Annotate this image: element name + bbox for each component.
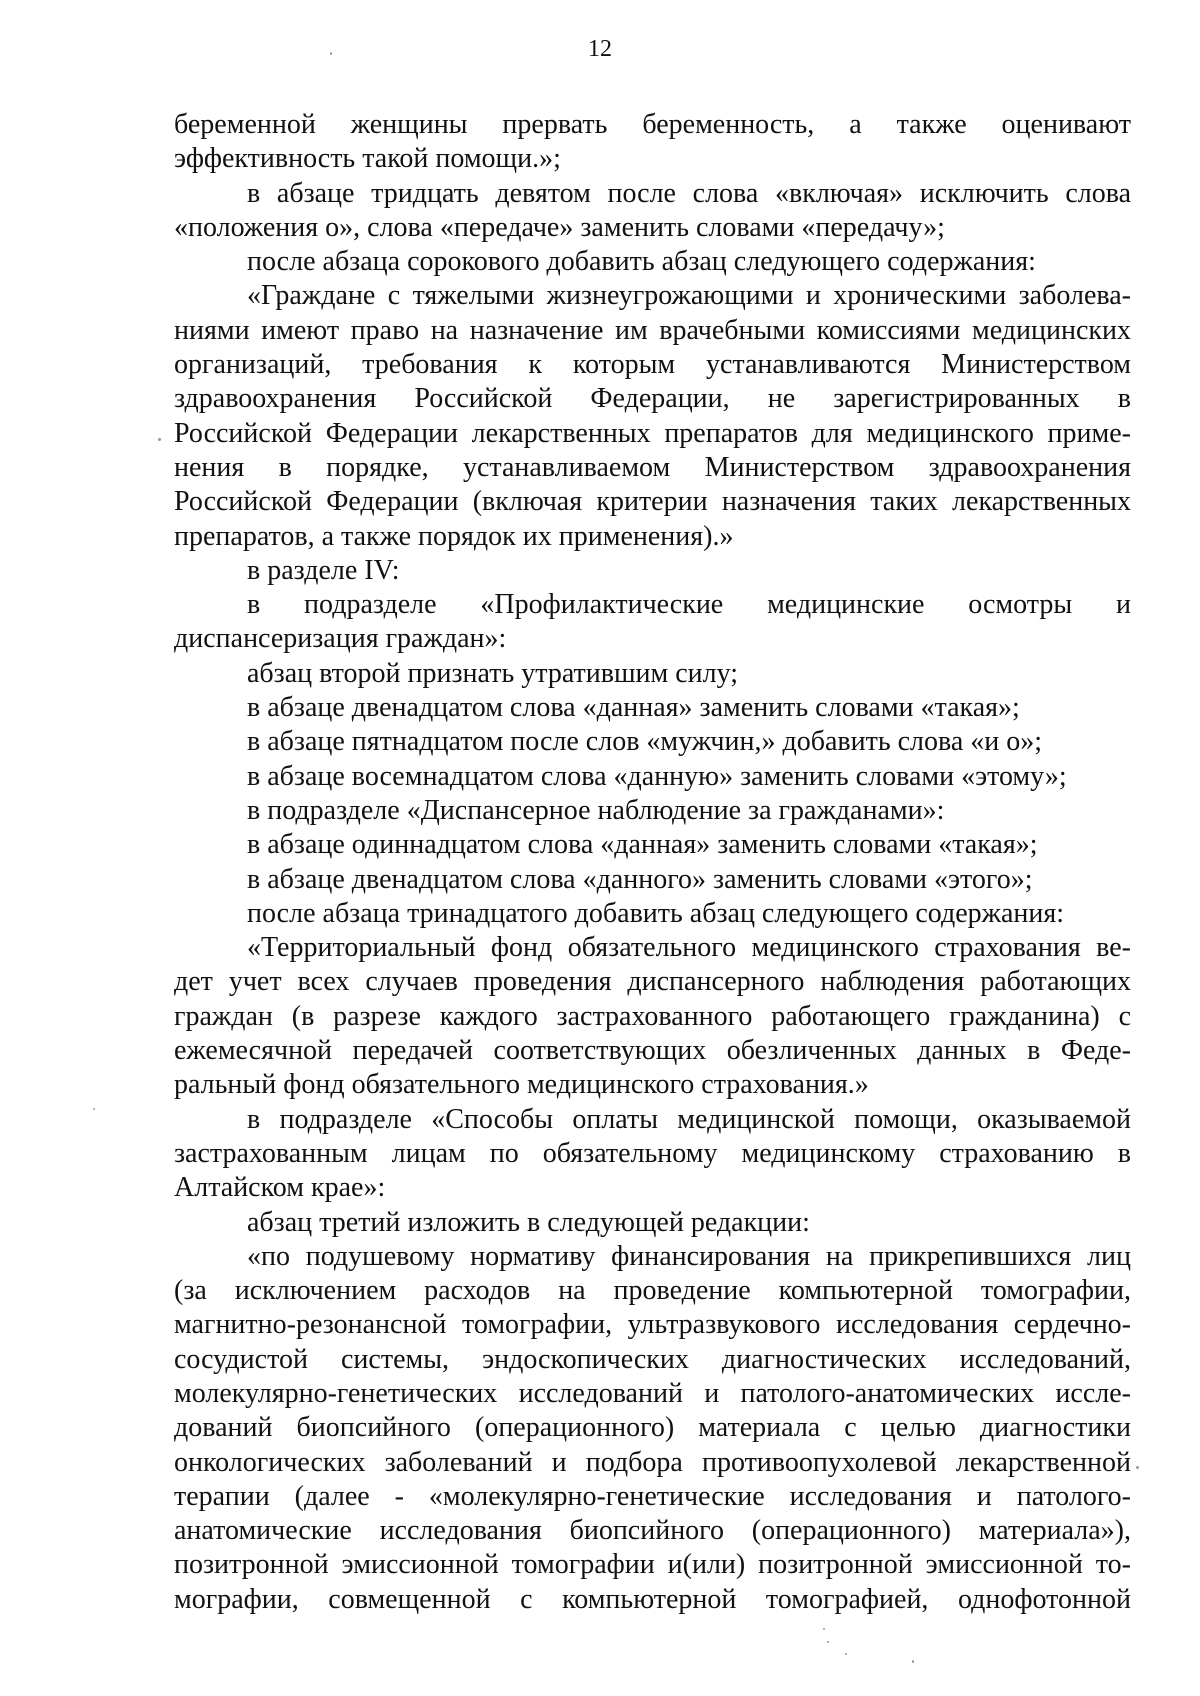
text-line: «Граждане с тяжелыми жизнеугрожающими и хроническими заболева- (247, 280, 1131, 312)
text-line: «по подушевому нормативу финансирования на прикрепившихся лиц (247, 1240, 1131, 1272)
text-line: организаций, требования к которым устанавливаются Министерством (174, 349, 1131, 381)
paragraph (174, 1103, 1131, 1206)
paragraph (174, 794, 1131, 828)
text-line: Алтайском крае»: (174, 1172, 386, 1204)
scan-speck (827, 1641, 829, 1643)
paragraph (174, 760, 1131, 794)
text-line: (за исключением расходов на проведение компьютерной томографии, (174, 1275, 1131, 1307)
paragraph (174, 245, 1131, 279)
text-line: абзац второй признать утратившим силу; (247, 657, 739, 689)
text-line: анатомические исследования биопсийного (операционного) материала»), (174, 1515, 1131, 1547)
text-line: в разделе IV: (247, 554, 400, 586)
text-line: эффективность такой помощи.»; (174, 143, 561, 175)
paragraph (174, 108, 1131, 177)
text-line: «положения о», слова «передаче» заменить словами «передачу»; (174, 211, 945, 243)
text-line: застрахованным лицам по обязательному медицинскому страхованию в (174, 1137, 1131, 1169)
text-line: магнитно-резонансной томографии, ультразвукового исследования сердечно- (174, 1309, 1131, 1341)
text-line: дет учет всех случаев проведения диспансерного наблюдения работающих (174, 966, 1131, 998)
text-line: после абзаца тринадцатого добавить абзац следующего содержания: (247, 897, 1065, 929)
text-line: в подразделе «Профилактические медицинские осмотры и (247, 589, 1131, 621)
text-line: в абзаце восемнадцатом слова «данную» заменить словами «этому»; (247, 760, 1067, 792)
scan-speck (823, 1628, 825, 1630)
text-line: в абзаце двенадцатом слова «данная» заменить словами «такая»; (247, 692, 1020, 724)
paragraph (174, 931, 1131, 1102)
text-line: здравоохранения Российской Федерации, не зарегистрированных в (174, 383, 1131, 415)
text-line: в подразделе «Диспансерное наблюдение за гражданами»: (247, 794, 945, 826)
paragraph (174, 828, 1131, 862)
text-line: граждан (в разрезе каждого застрахованного работающего гражданина) с (174, 1000, 1131, 1032)
text-line: препаратов, а также порядок их применения).» (174, 520, 734, 552)
text-line: беременной женщины прервать беременность, а также оценивают (174, 109, 1131, 140)
paragraph (174, 1206, 1131, 1240)
text-line: позитронной эмиссионной томографии и(или) позитронной эмиссионной то- (174, 1549, 1131, 1581)
page-number: 12 (588, 36, 612, 62)
text-line: диспансеризация граждан»: (174, 623, 507, 655)
scan-speck (1136, 1466, 1139, 1469)
text-line: ежемесячной передачей соответствующих обезличенных данных в Феде- (174, 1035, 1131, 1067)
paragraph (174, 657, 1131, 691)
paragraph (174, 554, 1131, 588)
scan-speck (93, 1108, 95, 1110)
text-line: Российской Федерации (включая критерии назначения таких лекарственных (174, 486, 1131, 518)
text-line: ниями имеют право на назначение им врачебными комиссиями медицинских (174, 314, 1131, 346)
paragraph (174, 279, 1131, 553)
text-line: нения в порядке, устанавливаемом Министерством здравоохранения (174, 451, 1131, 483)
text-line: «Территориальный фонд обязательного медицинского страхования ве- (247, 932, 1131, 964)
paragraph (174, 725, 1131, 759)
text-line: терапии (далее - «молекулярно-генетические исследования и патолого- (174, 1480, 1131, 1512)
paragraph (174, 863, 1131, 897)
text-line: мографии, совмещенной с компьютерной томографией, однофотонной (174, 1583, 1131, 1615)
scan-speck (330, 52, 332, 55)
text-line: в абзаце одиннадцатом слова «данная» заменить словами «такая»; (247, 829, 1038, 861)
text-line: ральный фонд обязательного медицинского страхования.» (174, 1069, 869, 1101)
text-line: дований биопсийного (операционного) материала с целью диагностики (174, 1412, 1131, 1444)
paragraph (174, 588, 1131, 657)
text-line: в абзаце двенадцатом слова «данного» заменить словами «этого»; (247, 863, 1033, 895)
text-line: сосудистой системы, эндоскопических диагностических исследований, (174, 1343, 1131, 1375)
text-line: после абзаца сорокового добавить абзац следующего содержания: (247, 246, 1036, 278)
scan-speck (912, 1660, 914, 1663)
paragraph (174, 897, 1131, 931)
text-line: онкологических заболеваний и подбора противоопухолевой лекарственной (174, 1446, 1131, 1478)
scan-speck (158, 438, 161, 441)
document-body (174, 108, 1131, 1617)
text-line: в подразделе «Способы оплаты медицинской помощи, оказываемой (247, 1103, 1131, 1135)
text-line: абзац третий изложить в следующей редакции: (247, 1206, 810, 1238)
text-line: Российской Федерации лекарственных препаратов для медицинского приме- (174, 417, 1131, 449)
scan-speck (845, 1653, 847, 1655)
text-line: в абзаце тридцать девятом после слова «включая» исключить слова (247, 177, 1131, 209)
text-line: молекулярно-генетических исследований и патолого-анатомических иссле- (174, 1377, 1131, 1409)
text-line: в абзаце пятнадцатом после слов «мужчин,» добавить слова «и о»; (247, 726, 1043, 758)
paragraph (174, 691, 1131, 725)
paragraph (174, 177, 1131, 246)
paragraph (174, 1240, 1131, 1617)
